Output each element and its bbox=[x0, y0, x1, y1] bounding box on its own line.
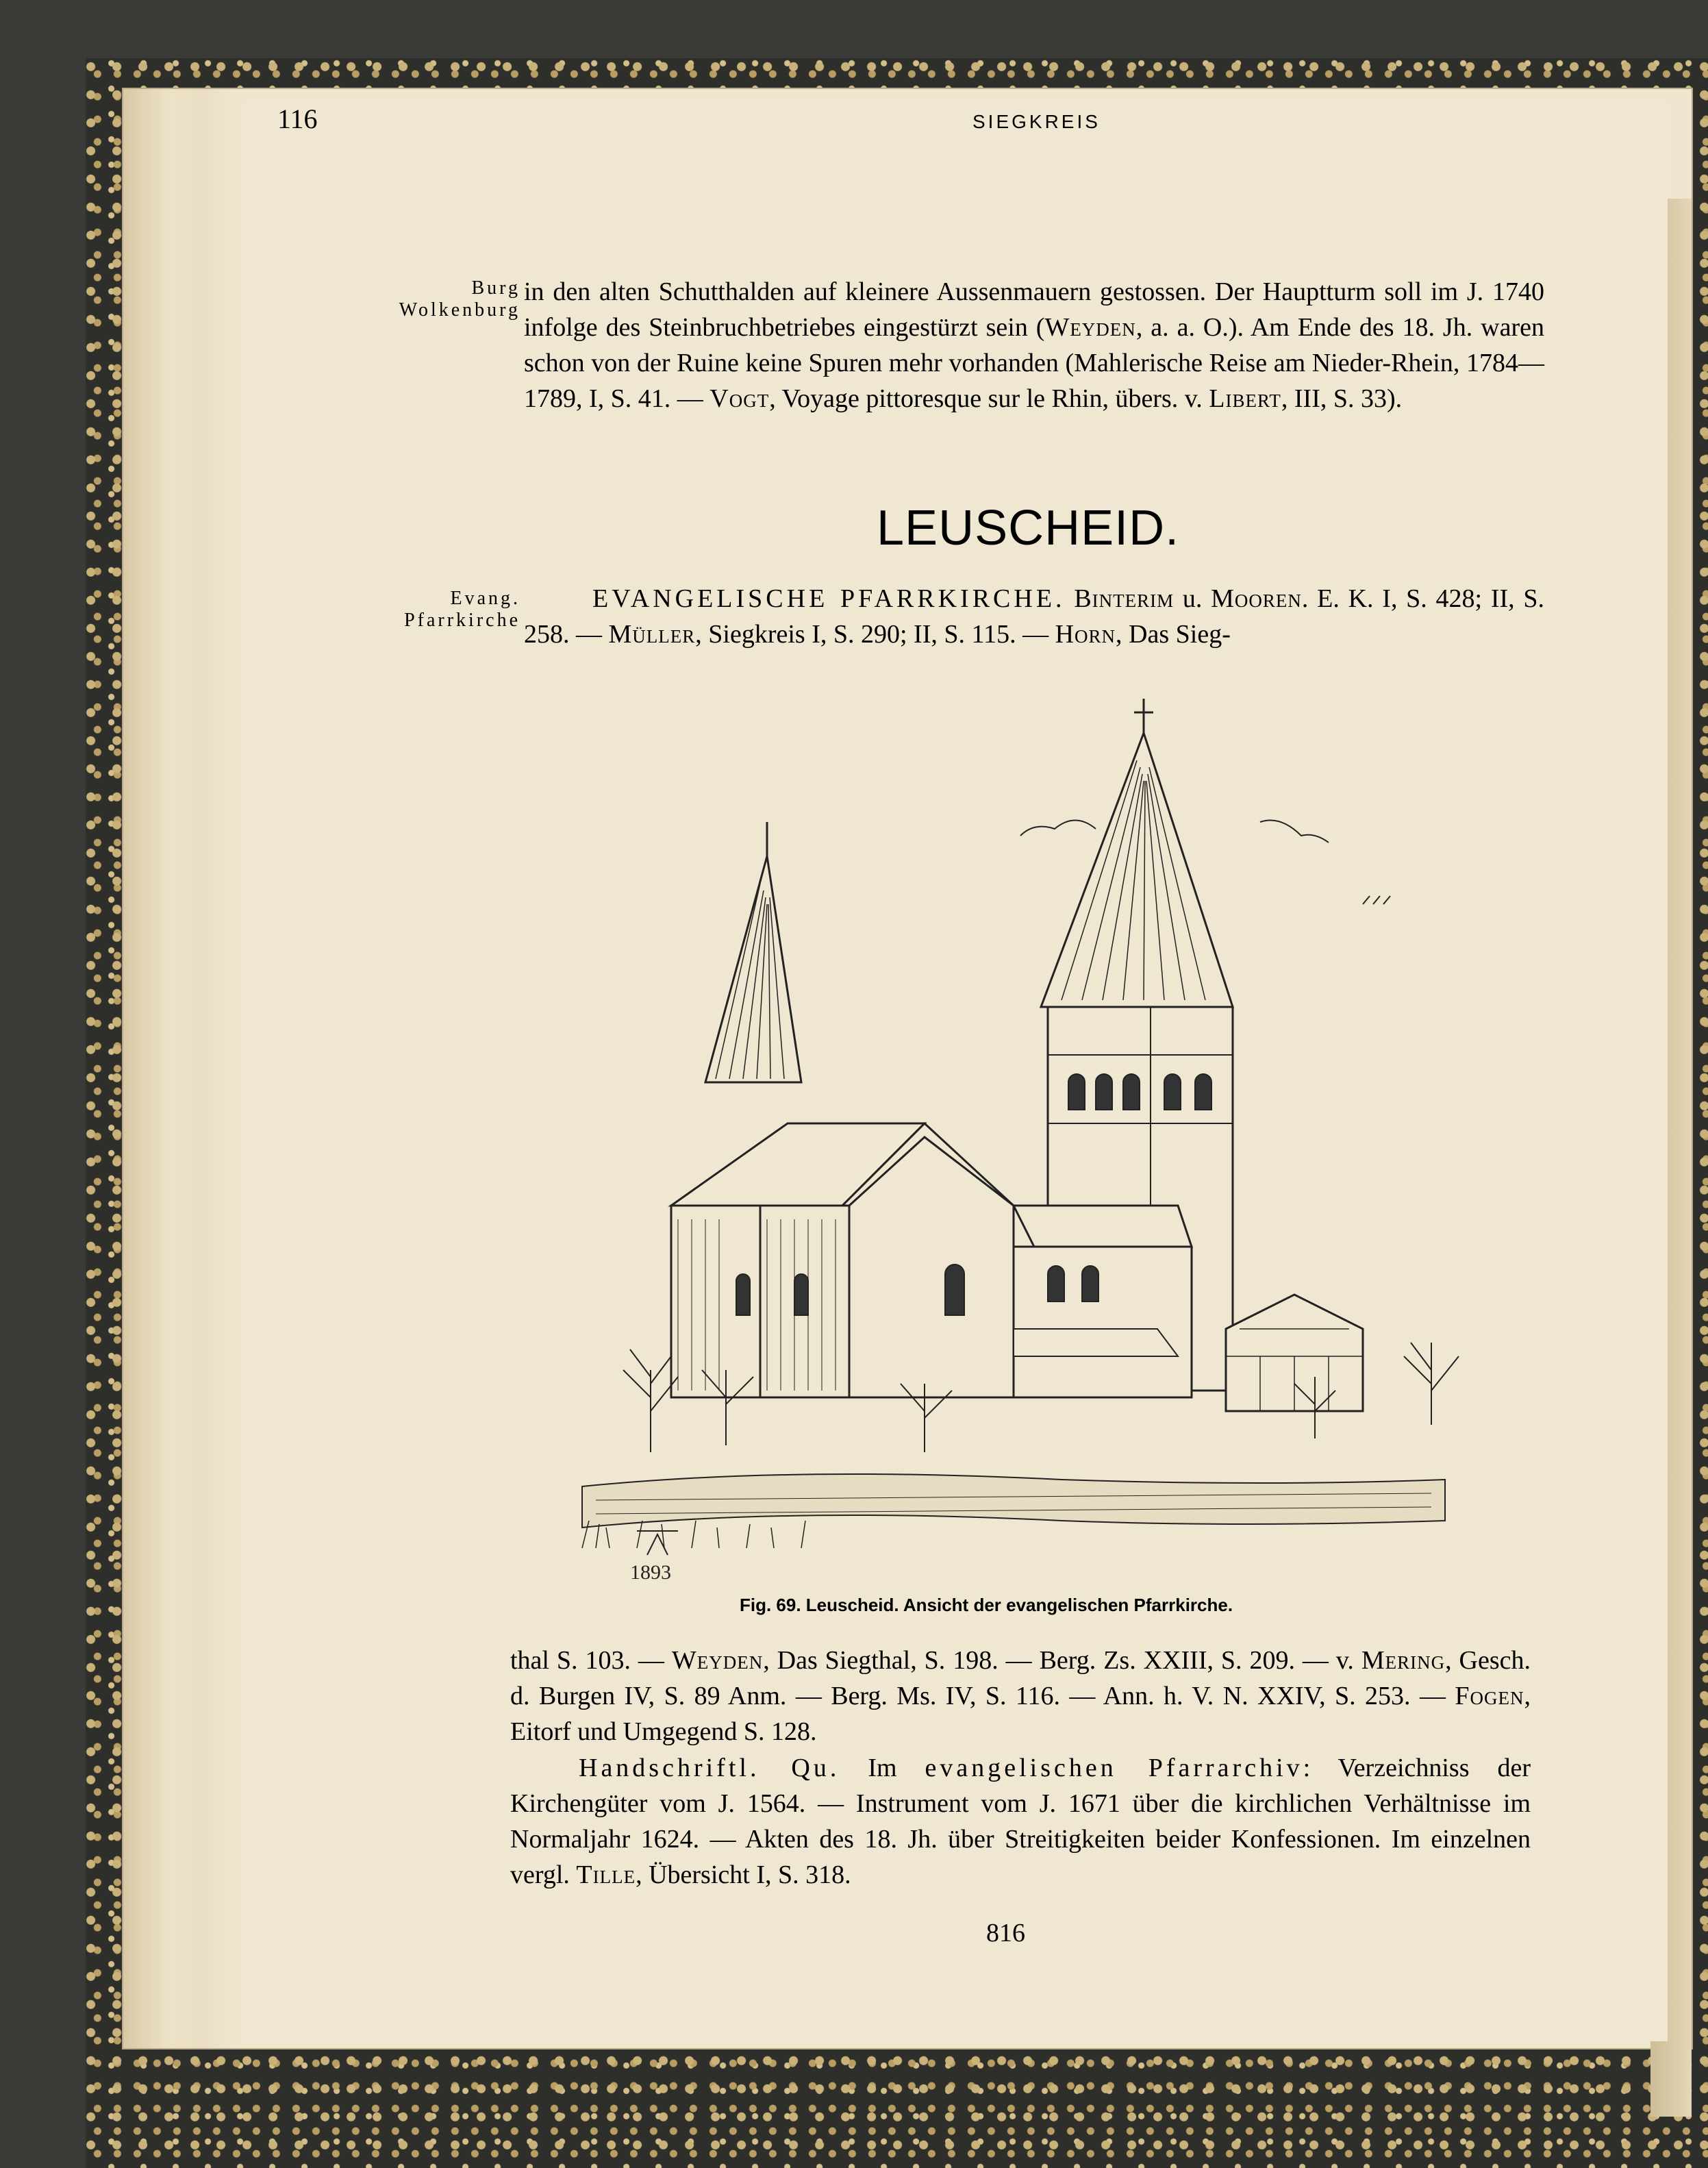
sources-text-3: , Übersicht I, S. 318. bbox=[636, 1860, 851, 1889]
intro-text-2: , a. a. O.). Am Ende des 18. Jh. waren schon von der Ruine keine Spuren mehr vorhanden (Mahlerische Reise am Nieder-Rhein, 1784—1789, I, S. 41. — bbox=[524, 313, 1544, 413]
nave-wall bbox=[1014, 1247, 1192, 1397]
author-mooren: Mooren bbox=[1211, 584, 1302, 613]
sources-text-1: Im bbox=[840, 1754, 925, 1782]
sources-text-2: : Verzeichniss der Kirchengüter vom J. 1564. — Instrument vom J. 1671 über die kirchlichen Verhältnisse im Normaljahr 1624. — Akten des 18. Jh. über Streitigkeiten beider Konfessionen. Im einzelnen vergl. bbox=[510, 1754, 1531, 1889]
running-head: SIEGKREIS bbox=[972, 111, 1101, 132]
section-title: LEUSCHEID. bbox=[877, 501, 1180, 556]
sidenote-burg-line1: Burg bbox=[471, 277, 520, 299]
retaining-wall bbox=[582, 1474, 1445, 1528]
cont-text-1: thal S. 103. — bbox=[510, 1646, 672, 1675]
left-spire bbox=[705, 856, 801, 1082]
continuation-paragraph bbox=[510, 1643, 1531, 1749]
cont-text-4: , Eitorf und Umgegend S. 128. bbox=[510, 1682, 1531, 1746]
figure-date-mark: 1893 bbox=[630, 1561, 671, 1582]
sidenote-evang-line1: Evang. bbox=[450, 588, 520, 609]
artist-monogram bbox=[637, 1531, 678, 1555]
author-weyden-2: Weyden bbox=[671, 1646, 764, 1675]
author-binterim: Binterim bbox=[1074, 584, 1175, 613]
intro-text-3: , Voyage pittoresque sur le Rhin, übers. v. bbox=[769, 384, 1209, 413]
author-horn: Horn bbox=[1055, 620, 1116, 649]
author-mering: Mering bbox=[1361, 1646, 1446, 1675]
intro-text-1: in den alten Schutthalden auf kleinere Aussenmauern gestossen. Der Hauptturm soll im J. 1740 infolge des Steinbruchbetriebes eingestürzt sein ( bbox=[524, 277, 1544, 342]
intro-paragraph bbox=[524, 274, 1544, 416]
main-spire bbox=[1041, 733, 1233, 1007]
cont-text-3: , Gesch. d. Burgen IV, S. 89 Anm. — Berg. Ms. IV, S. 116. — Ann. h. V. N. XXIV, S. 253. — bbox=[510, 1646, 1531, 1710]
author-mueller: Müller bbox=[608, 620, 696, 649]
cloud-stroke bbox=[1020, 821, 1096, 836]
church-text-2: . E. K. I, S. 428; II, S. 258. — bbox=[524, 584, 1545, 649]
cont-text-2: , Das Siegthal, S. 198. — Berg. Zs. XXIII, S. 209. — v. bbox=[763, 1646, 1361, 1675]
author-tille: Tille bbox=[576, 1860, 636, 1889]
church-paragraph bbox=[524, 581, 1544, 652]
sidenote-evang bbox=[356, 588, 520, 632]
church-heading: EVANGELISCHE PFARRKIRCHE. bbox=[592, 584, 1066, 613]
nave-roof bbox=[1014, 1206, 1192, 1247]
page-number: 116 bbox=[277, 103, 318, 134]
author-vogt: Vogt bbox=[709, 384, 770, 413]
sources-heading: Handschriftl. Qu. bbox=[579, 1754, 840, 1782]
sidenote-burg bbox=[356, 277, 520, 321]
figure-caption: Fig. 69. Leuscheid. Ansicht der evangelischen Pfarrkirche. bbox=[740, 1595, 1233, 1615]
signature-number: 816 bbox=[986, 1919, 1025, 1947]
author-weyden: Weyden bbox=[1044, 313, 1136, 342]
sidenote-evang-line2: Pfarrkirche bbox=[404, 610, 520, 631]
sources-paragraph bbox=[510, 1750, 1531, 1893]
intro-text-4: , III, S. 33). bbox=[1281, 384, 1403, 413]
cloud-stroke bbox=[1260, 821, 1329, 843]
sidenote-burg-line2: Wolkenburg bbox=[399, 299, 520, 321]
author-libert: Libert bbox=[1209, 384, 1281, 413]
sources-archive: evangelischen Pfarrarchiv bbox=[925, 1754, 1303, 1782]
church-illustration bbox=[541, 699, 1520, 1582]
church-text-1: u. bbox=[1174, 584, 1211, 613]
church-text-3: , Siegkreis I, S. 290; II, S. 115. — bbox=[695, 620, 1055, 649]
church-text-4: , Das Sieg- bbox=[1116, 620, 1231, 649]
author-fogen: Fogen bbox=[1455, 1682, 1524, 1710]
